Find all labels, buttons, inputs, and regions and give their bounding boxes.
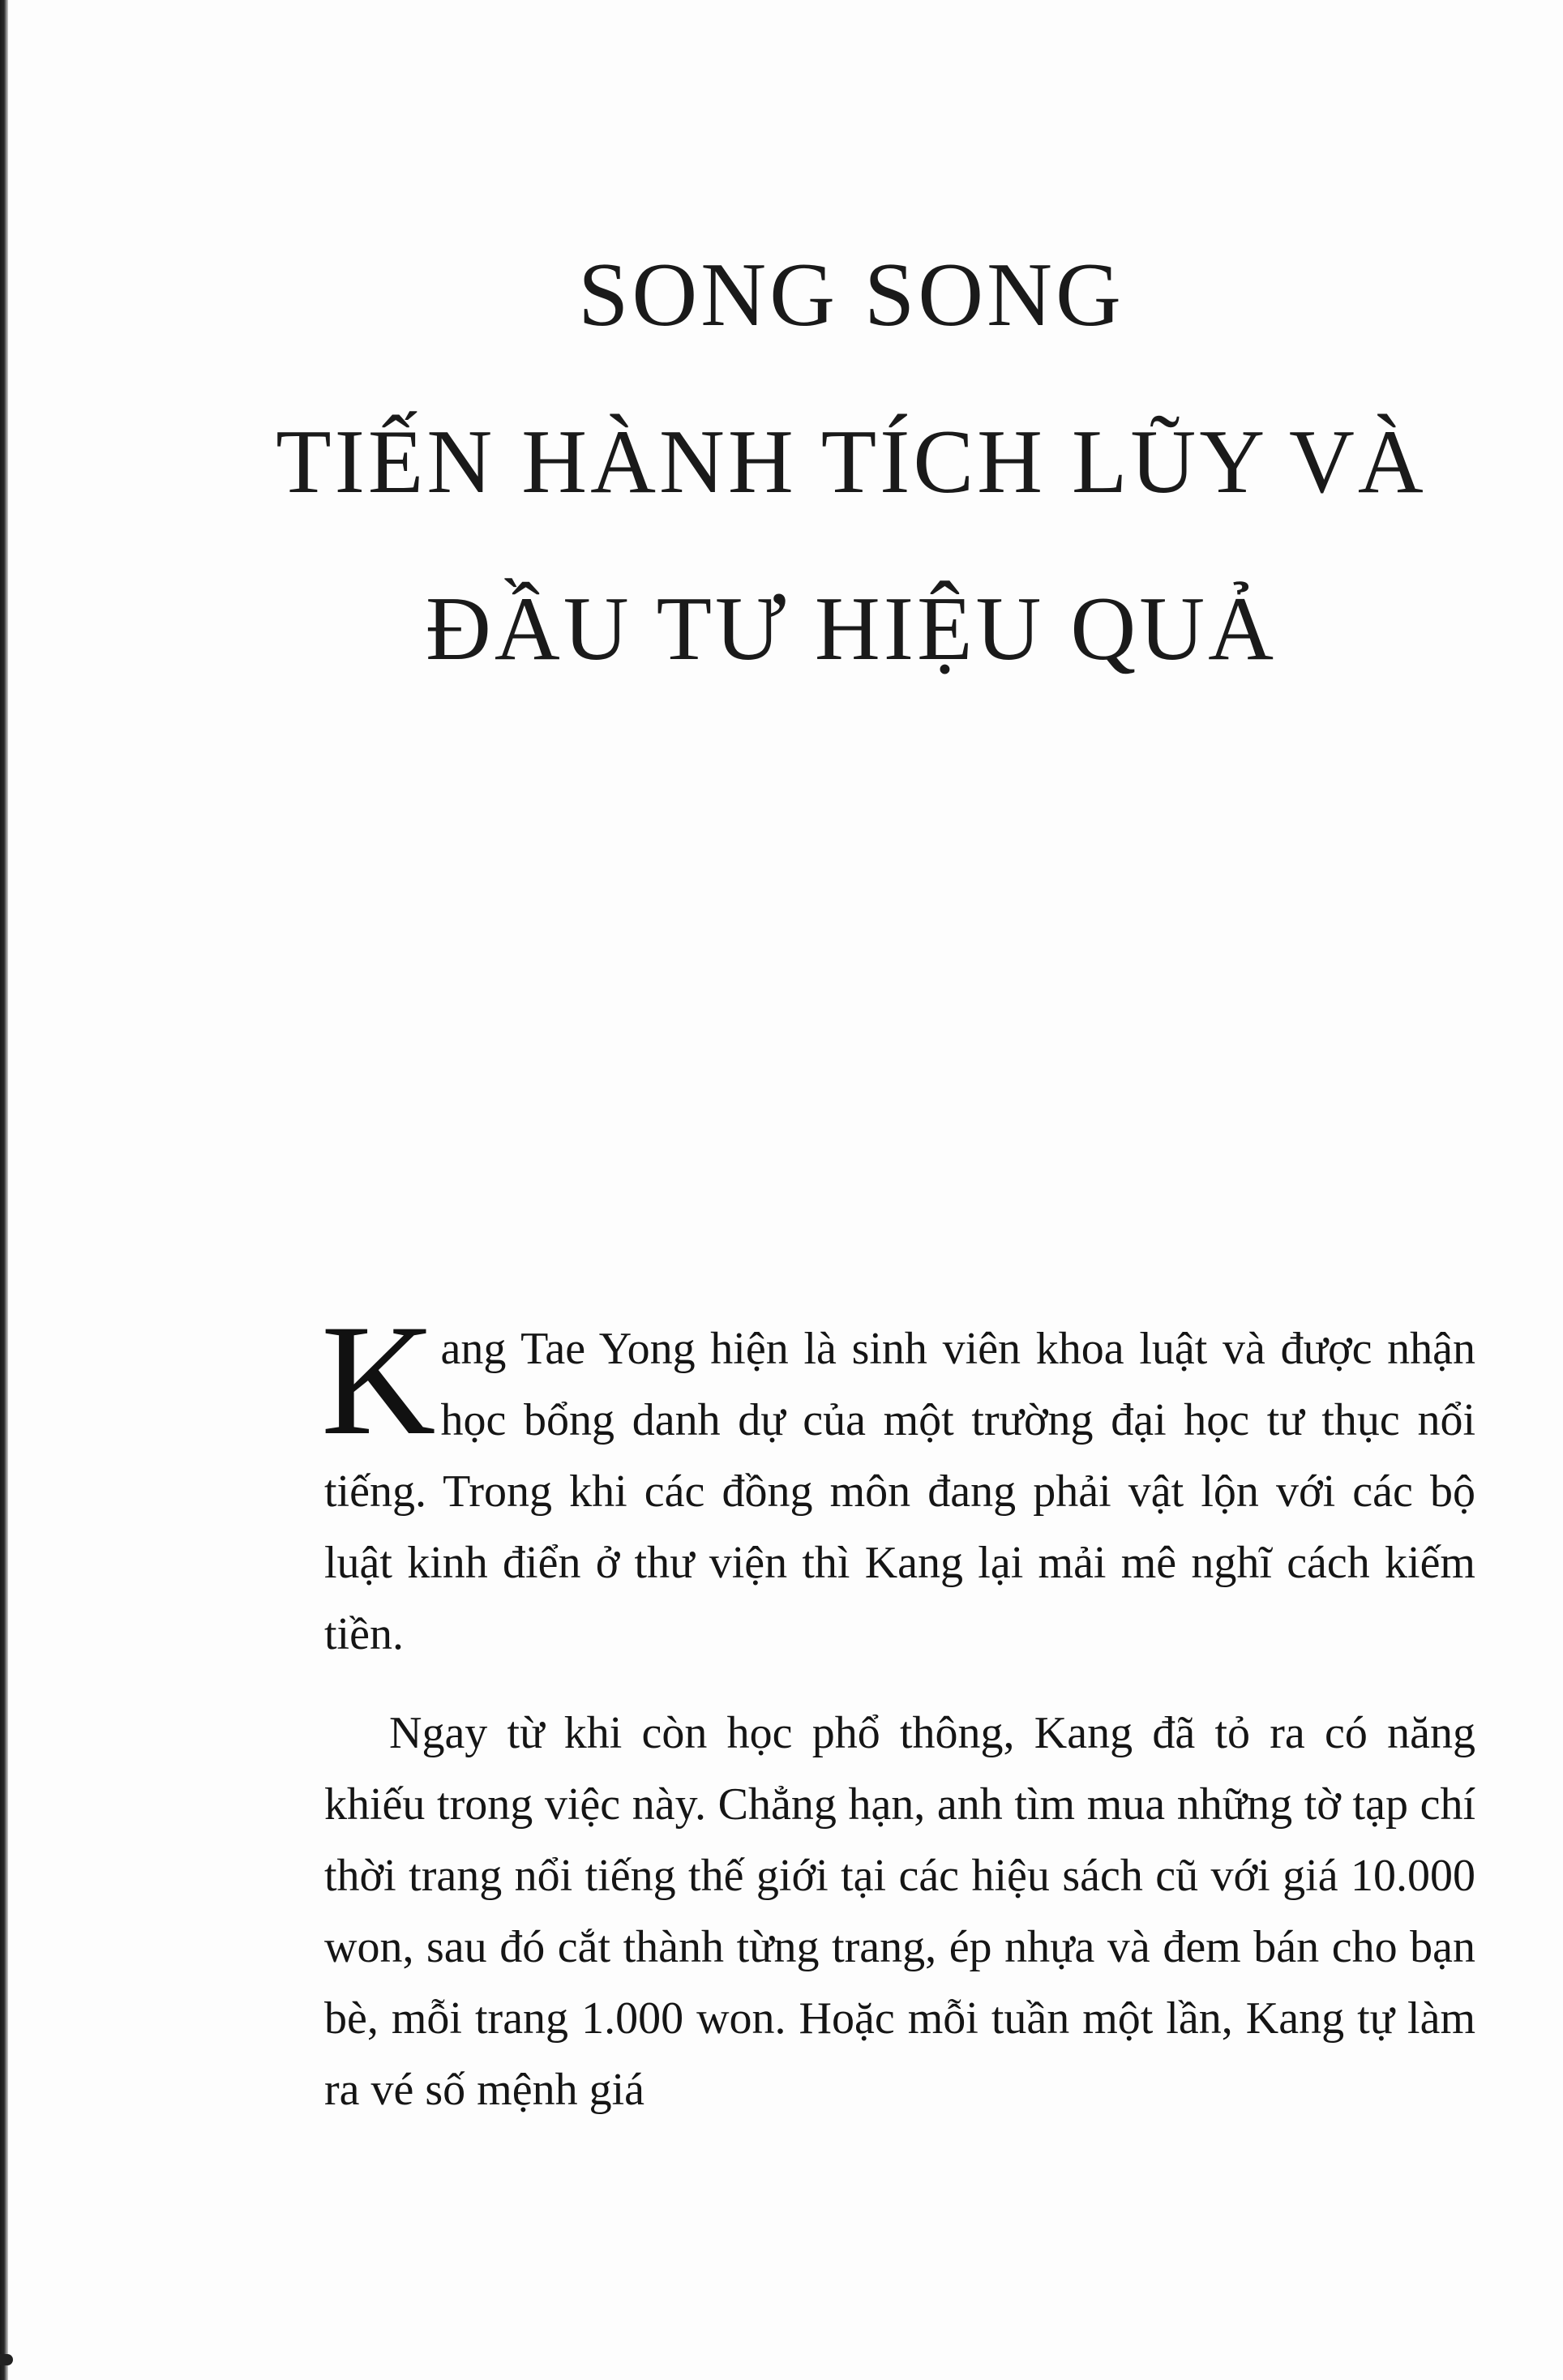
paragraph-1-text: ang Tae Yong hiện là sinh viên khoa luật và được nhận học bổng danh dự của một trường đại học tư thục nổi tiếng. Trong khi các đồng môn đang phải vật lộn với các bộ luật kinh điển ở thư viện thì Kang lại mải mê nghĩ cách kiếm tiền. [324, 1324, 1475, 1659]
chapter-title-line-1: SONG SONG [578, 245, 1124, 346]
chapter-title-line-3: ĐẦU TƯ HIỆU QUẢ [425, 579, 1278, 680]
paragraph-2-text: Ngay từ khi còn học phổ thông, Kang đã tỏ ra có năng khiếu trong việc này. Chẳng hạn, anh tìm mua những tờ tạp chí thời trang nổi tiếng thế giới tại các hiệu sách cũ với giá 10.000 won, sau đó cắt thành từng trang, ép nhựa và đem bán cho bạn bè, mỗi trang 1.000 won. Hoặc mỗi tuần một lần, Kang tự làm ra vé số mệnh giá [324, 1708, 1475, 2115]
paragraph-1 [321, 1292, 1475, 1670]
scan-corner-mark [0, 2354, 13, 2365]
chapter-title [243, 212, 1459, 713]
drop-cap: K [321, 1292, 436, 1468]
chapter-title-line-2: TIẾN HÀNH TÍCH LŨY VÀ [276, 412, 1427, 513]
chapter-body [321, 1292, 1475, 2153]
scan-edge-shadow [0, 0, 8, 2380]
paragraph-2 [324, 1697, 1475, 2125]
